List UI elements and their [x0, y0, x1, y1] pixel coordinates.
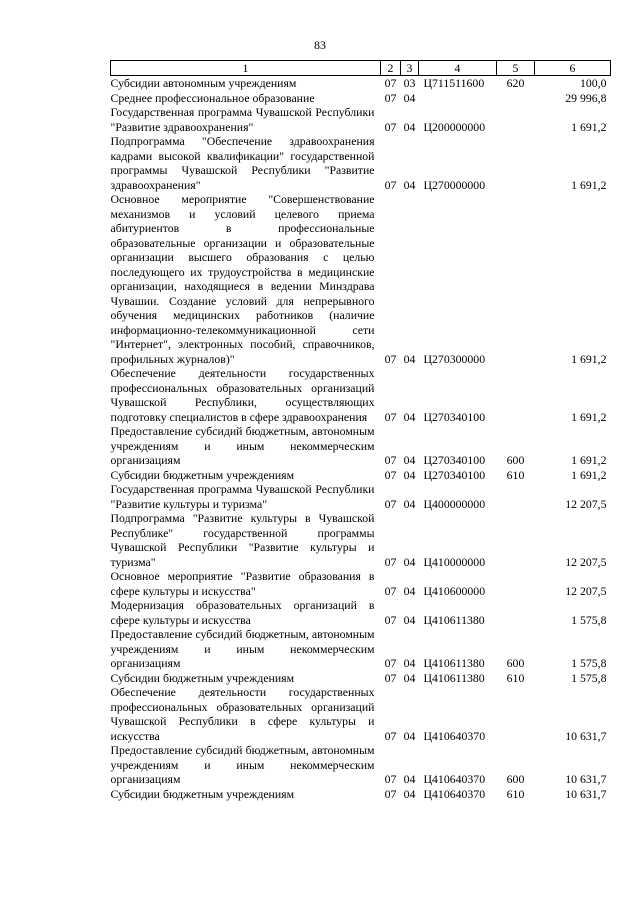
- row-expense-type: 600: [506, 656, 525, 670]
- row-target-article: Ц270340100: [423, 453, 486, 467]
- row-expense-type: [497, 685, 535, 743]
- row-target-article: Ц270300000: [423, 351, 486, 366]
- row-name: Субсидии бюджетным учреждениям: [110, 670, 295, 685]
- row-section: 07: [384, 119, 397, 134]
- header-col-2: 2: [381, 61, 401, 76]
- header-row: [111, 61, 611, 76]
- row-amount: 1 575,8: [571, 656, 607, 670]
- row-section: 07: [384, 656, 397, 670]
- table-row: [111, 627, 611, 671]
- row-subsection: 04: [403, 119, 416, 134]
- row-target-article: Ц270000000: [423, 177, 486, 192]
- row-subsection: 04: [403, 453, 416, 467]
- row-name: Предоставление субсидий бюджетным, автономным учреждениям и иным некоммерческим организациям: [110, 627, 375, 670]
- row-expense-type: 600: [506, 772, 525, 786]
- row-section: 07: [384, 670, 397, 685]
- row-section: 07: [384, 772, 397, 786]
- table-header: [111, 61, 611, 76]
- row-name: Предоставление субсидий бюджетным, автономным учреждениям и иным некоммерческим организациям: [110, 424, 375, 467]
- row-expense-type: [497, 105, 535, 134]
- header-col-6: 6: [535, 61, 611, 76]
- row-name: Модернизация образовательных организаций в сфере культуры и искусства: [110, 598, 375, 627]
- row-section: 07: [384, 90, 397, 105]
- row-target-article: Ц711511600: [423, 76, 485, 90]
- row-amount: 100,0: [579, 76, 607, 90]
- header-col-3: 3: [401, 61, 419, 76]
- row-expense-type: [497, 598, 535, 627]
- row-name: Основное мероприятие "Развитие образования в сфере культуры и искусства": [110, 569, 375, 598]
- page-number: 83: [314, 38, 326, 52]
- row-amount: 10 631,7: [565, 772, 607, 786]
- row-subsection: 04: [403, 772, 416, 786]
- row-section: 07: [384, 554, 397, 569]
- table-row: [111, 366, 611, 424]
- row-name: Субсидии бюджетным учреждениям: [110, 786, 295, 801]
- row-target-article: Ц410000000: [423, 554, 486, 569]
- row-target-article: Ц200000000: [423, 119, 486, 134]
- row-target-article: Ц410611380: [423, 612, 485, 627]
- row-target-article: Ц410611380: [423, 670, 485, 685]
- row-name: Обеспечение деятельности государственных профессиональных образовательных организаций Чувашской Республики в сфере культуры и искусства: [110, 685, 375, 743]
- table-row: [111, 134, 611, 192]
- row-subsection: 04: [403, 670, 416, 685]
- row-amount: 1 691,2: [571, 467, 607, 482]
- row-name: Предоставление субсидий бюджетным, автономным учреждениям и иным некоммерческим организациям: [110, 743, 375, 786]
- row-target-article: Ц410640370: [423, 786, 486, 801]
- table-row: [111, 468, 611, 483]
- row-name: Обеспечение деятельности государственных профессиональных образовательных организаций Чувашской Республики, осуществляющих подготовку специалистов в сфере здравоохранения: [110, 366, 375, 424]
- row-expense-type: [497, 192, 535, 366]
- row-subsection: 04: [403, 612, 416, 627]
- row-expense-type: 610: [506, 467, 525, 482]
- row-expense-type: 620: [506, 76, 525, 90]
- row-amount: 1 575,8: [571, 670, 607, 685]
- table-row: [111, 511, 611, 569]
- row-expense-type: 610: [506, 786, 525, 801]
- row-expense-type: [497, 511, 535, 569]
- header-col-5: 5: [497, 61, 535, 76]
- table-row: [111, 424, 611, 468]
- table-row: [111, 743, 611, 787]
- table-row: [111, 482, 611, 511]
- row-amount: 1 575,8: [571, 612, 607, 627]
- row-section: 07: [384, 728, 397, 743]
- table-row: [111, 76, 611, 91]
- row-expense-type: 610: [506, 670, 525, 685]
- row-name: Государственная программа Чувашской Республики "Развитие культуры и туризма": [110, 482, 375, 511]
- row-amount: 12 207,5: [565, 583, 607, 598]
- header-col-1: 1: [111, 61, 381, 76]
- row-amount: 1 691,2: [571, 453, 607, 467]
- row-name: Подпрограмма "Обеспечение здравоохранения кадрами высокой квалификации" государственной программы Чувашской Республики "Развитие здравоохранения": [110, 134, 375, 192]
- row-subsection: 04: [403, 656, 416, 670]
- row-target-article: Ц410640370: [423, 728, 486, 743]
- table-row: [111, 598, 611, 627]
- row-section: 07: [384, 76, 397, 90]
- row-subsection: 04: [403, 409, 416, 424]
- row-subsection: 04: [403, 786, 416, 801]
- row-section: 07: [384, 351, 397, 366]
- row-subsection: 04: [403, 177, 416, 192]
- budget-table: [110, 60, 611, 801]
- row-subsection: 04: [403, 90, 416, 105]
- table-row: [111, 192, 611, 366]
- row-subsection: 04: [403, 554, 416, 569]
- row-target-article: Ц400000000: [423, 496, 486, 511]
- header-col-4: 4: [419, 61, 497, 76]
- row-section: 07: [384, 583, 397, 598]
- row-target-article: Ц410611380: [423, 656, 485, 670]
- row-section: 07: [384, 612, 397, 627]
- row-amount: 1 691,2: [571, 409, 607, 424]
- row-target-article: Ц410600000: [423, 583, 486, 598]
- row-expense-type: [497, 569, 535, 598]
- row-section: 07: [384, 177, 397, 192]
- row-section: 07: [384, 786, 397, 801]
- row-subsection: 04: [403, 583, 416, 598]
- table-body: [111, 76, 611, 802]
- row-subsection: 04: [403, 728, 416, 743]
- row-section: 07: [384, 453, 397, 467]
- table-row: [111, 787, 611, 802]
- table-row: [111, 105, 611, 134]
- row-target-article: Ц410640370: [423, 772, 486, 786]
- table-row: [111, 569, 611, 598]
- row-name: Субсидии автономным учреждениям: [110, 76, 297, 90]
- row-target-article: [419, 91, 497, 106]
- row-expense-type: 600: [506, 453, 525, 467]
- table-row: [111, 685, 611, 743]
- row-subsection: 04: [403, 496, 416, 511]
- row-target-article: Ц270340100: [423, 409, 486, 424]
- row-target-article: Ц270340100: [423, 467, 486, 482]
- row-section: 07: [384, 409, 397, 424]
- row-section: 07: [384, 467, 397, 482]
- row-name: Среднее профессиональное образование: [110, 90, 315, 105]
- row-name: Подпрограмма "Развитие культуры в Чувашской Республике" государственной программы Чувашской Республики "Развитие культуры и туризма": [110, 511, 375, 569]
- table-row: [111, 91, 611, 106]
- row-expense-type: [497, 91, 535, 106]
- row-amount: 12 207,5: [565, 554, 607, 569]
- row-amount: 12 207,5: [565, 496, 607, 511]
- row-amount: 10 631,7: [565, 786, 607, 801]
- row-amount: 1 691,2: [571, 119, 607, 134]
- row-name: Основное мероприятие "Совершенствование механизмов и условий целевого приема абитуриентов в профессиональные образовательные организации и образовательные организации высшего образования с целью последующего их трудоустройства в медицинские организации, находящиеся в ведении Минздрава Чувашии. Создание условий для непрерывного обучения медицинских работников (наличие информационно-телекоммуникационной сети "Интернет", электронных пособий, справочников, профильных журналов)": [110, 192, 375, 366]
- row-amount: 10 631,7: [565, 728, 607, 743]
- row-amount: 1 691,2: [571, 177, 607, 192]
- row-expense-type: [497, 366, 535, 424]
- row-subsection: 04: [403, 351, 416, 366]
- row-subsection: 04: [403, 467, 416, 482]
- row-subsection: 03: [403, 76, 416, 90]
- row-amount: 1 691,2: [571, 351, 607, 366]
- row-amount: 29 996,8: [565, 90, 607, 105]
- table-row: [111, 671, 611, 686]
- row-name: Субсидии бюджетным учреждениям: [110, 467, 295, 482]
- row-expense-type: [497, 482, 535, 511]
- row-name: Государственная программа Чувашской Республики "Развитие здравоохранения": [110, 105, 375, 134]
- row-section: 07: [384, 496, 397, 511]
- row-expense-type: [497, 134, 535, 192]
